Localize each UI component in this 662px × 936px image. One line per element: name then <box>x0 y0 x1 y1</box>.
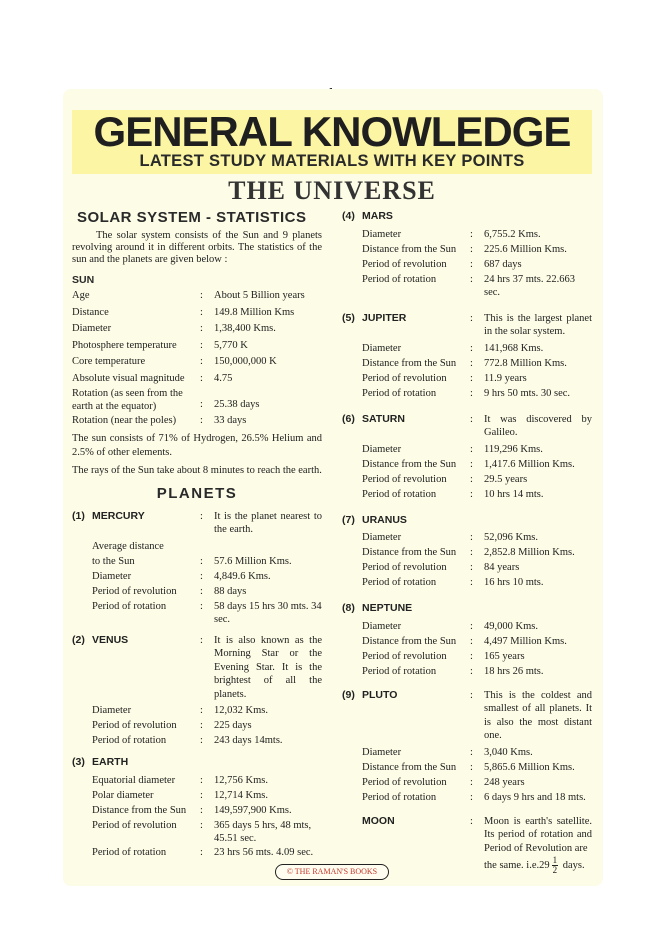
planet-stats <box>342 442 592 502</box>
planet-stat-row <box>72 788 322 803</box>
planet-stat-row <box>342 386 592 401</box>
stat-value: 57.6 Million Kms. <box>214 555 292 567</box>
planet-description: This is the coldest and smallest of all planets. It is also the most distant one. <box>484 689 592 741</box>
stat-value: 9 hrs 50 mts. 30 sec. <box>484 387 571 399</box>
stat-label: Rotation (near the poles) <box>72 415 177 426</box>
stat-value: 6 days 9 hrs and 18 mts. <box>484 791 586 803</box>
planet-stats <box>342 341 592 401</box>
planet-name: MARS <box>362 210 393 222</box>
planets-heading: PLANETS <box>156 484 238 502</box>
right-column <box>342 210 592 875</box>
planet-saturn <box>342 413 592 502</box>
planet-stat-row <box>342 560 592 575</box>
stat-value: 33 days <box>214 415 247 426</box>
planet-mars <box>342 210 592 299</box>
stat-value: 5,770 K <box>214 339 248 351</box>
colon: : <box>470 387 473 399</box>
sun-stat-row <box>72 387 322 413</box>
stat-label: Diameter <box>362 620 402 632</box>
colon: : <box>200 804 203 816</box>
colon: : <box>470 665 473 677</box>
stat-value: 2,852.8 Million Kms. <box>484 547 575 558</box>
planet-description: It is also known as the Morning Star or the Evening Star. It is the brightest of all the planets. <box>214 634 322 700</box>
planet-stat-row <box>72 773 322 788</box>
main-title: GENERAL KNOWLEDGE <box>93 108 571 155</box>
planet-stat-row <box>72 718 322 733</box>
stat-label: Distance from the Sun <box>362 761 457 773</box>
stat-label: Absolute visual magnitude <box>72 372 185 384</box>
moon-description: Moon is earth's satellite. Its period of rotation and Period of Revolution are <box>484 815 592 854</box>
stat-value: 25.38 days <box>214 398 260 410</box>
stat-label: Diameter <box>362 746 402 758</box>
sun-stat-row <box>72 354 322 371</box>
sun-stat-row <box>72 413 322 430</box>
stat-label: Distance from the Sun <box>362 357 457 369</box>
sun-stat-row <box>72 371 322 388</box>
sun-stat-row <box>72 288 322 305</box>
sun-rays: The rays of the Sun take about 8 minutes to reach the earth. <box>72 464 322 476</box>
colon: : <box>470 791 473 803</box>
planet-name: SATURN <box>362 412 405 425</box>
stat-label: Age <box>72 290 90 301</box>
colon: : <box>470 761 473 773</box>
planet-stat-row <box>72 703 322 718</box>
stat-value: 4,849.6 Kms. <box>214 570 271 582</box>
stat-value: 1,417.6 Million Kms. <box>484 458 575 470</box>
colon: : <box>470 488 473 500</box>
planet-stats <box>342 745 592 805</box>
planet-header <box>72 510 322 537</box>
planet-stat-row <box>72 554 322 569</box>
stat-label: Photosphere temperature <box>72 339 177 351</box>
colon: : <box>200 819 203 831</box>
colon: : <box>470 562 473 573</box>
stat-value: 58 days 15 hrs 30 mts. 34 sec. <box>214 600 322 625</box>
planet-jupiter <box>342 312 592 401</box>
stat-value: 150,000,000 K <box>214 356 277 367</box>
stat-value: 165 years <box>484 650 525 662</box>
planet-stat-row <box>72 599 322 626</box>
colon: : <box>470 547 473 558</box>
stat-value: 49,000 Kms. <box>484 620 538 632</box>
planet-stats <box>72 703 322 748</box>
planet-stat-row <box>342 790 592 805</box>
stat-label: Diameter <box>362 342 402 354</box>
stat-value: 12,032 Kms. <box>214 705 268 716</box>
stat-value: 149,597,900 Kms. <box>214 804 292 816</box>
colon: : <box>200 774 203 786</box>
planet-stat-row <box>342 356 592 371</box>
planet-name: MERCURY <box>92 509 145 522</box>
colon: : <box>200 789 203 801</box>
left-column <box>72 208 322 860</box>
stat-label: Distance <box>72 306 109 318</box>
stat-value: 11.9 years <box>484 372 527 384</box>
stat-value: 119,296 Kms. <box>484 443 543 455</box>
planet-stat-row <box>342 371 592 386</box>
stat-label: Diameter <box>362 443 402 455</box>
planet-header <box>342 514 592 528</box>
planet-stat-row <box>342 227 592 242</box>
colon: : <box>470 532 473 543</box>
planet-stat-row <box>72 539 322 554</box>
stat-value: 365 days 5 hrs, 48 mts, 45.51 sec. <box>214 819 312 844</box>
colon: : <box>200 705 203 716</box>
planet-header <box>72 756 322 770</box>
sun-stat-row <box>72 338 322 355</box>
colon: : <box>470 746 473 758</box>
colon: : <box>200 585 203 597</box>
planet-stats <box>342 619 592 679</box>
colon: : <box>200 510 203 522</box>
colon: : <box>200 398 203 410</box>
colon: : <box>470 635 473 647</box>
planet-stats <box>72 773 322 860</box>
stat-label: Period of revolution <box>362 776 447 788</box>
colon: : <box>470 357 473 369</box>
moon-name: MOON <box>362 814 395 827</box>
planet-stat-row <box>342 442 592 457</box>
planet-stat-row <box>342 649 592 664</box>
stat-label: Period of revolution <box>92 585 177 597</box>
colon: : <box>470 273 473 285</box>
stat-label: Period of rotation <box>92 735 167 746</box>
colon: : <box>470 443 473 455</box>
stat-value: 4.75 <box>214 372 233 384</box>
stat-value: 23 hrs 56 mts. 4.09 sec. <box>214 846 314 858</box>
stat-value: 84 years <box>484 562 520 573</box>
planet-stats <box>342 227 592 299</box>
colon: : <box>200 555 203 567</box>
publisher-footer: © THE RAMAN'S BOOKS <box>275 864 389 880</box>
stat-value: 18 hrs 26 mts. <box>484 665 544 677</box>
planet-stat-row <box>342 664 592 679</box>
colon: : <box>470 577 473 588</box>
planet-pluto <box>342 689 592 805</box>
stat-label: Period of rotation <box>362 577 437 588</box>
colon: : <box>470 258 473 270</box>
solar-system-heading: SOLAR SYSTEM - STATISTICS <box>77 209 307 226</box>
stat-value: About 5 Billion years <box>214 290 305 301</box>
stat-value: 141,968 Kms. <box>484 342 544 354</box>
stat-value: 4,497 Million Kms. <box>484 635 567 647</box>
stat-value: 1,38,400 Kms. <box>214 323 276 334</box>
stat-value: 687 days <box>484 258 522 270</box>
colon: : <box>470 650 473 662</box>
stat-value: 12,756 Kms. <box>214 774 268 786</box>
planet-stat-row <box>342 257 592 272</box>
planet-stat-row <box>342 634 592 649</box>
planet-stat-row <box>72 818 322 845</box>
moon-tail-days: days. <box>562 859 585 871</box>
stat-value: 10 hrs 14 mts. <box>484 488 544 500</box>
planet-stat-row <box>342 530 592 545</box>
planet-stat-row <box>72 803 322 818</box>
stat-label: to the Sun <box>92 555 135 567</box>
stat-label: Distance from the Sun <box>362 243 457 255</box>
planet-stat-row <box>342 619 592 634</box>
stat-label: Distance from the Sun <box>92 804 187 816</box>
planet-stat-row <box>72 584 322 599</box>
stat-value: 88 days <box>214 585 247 597</box>
planet-name: NEPTUNE <box>362 602 413 614</box>
planet-header <box>342 312 592 339</box>
stat-label: Period of rotation <box>362 791 437 803</box>
colon: : <box>470 243 473 255</box>
subtitle: LATEST STUDY MATERIALS WITH KEY POINTS <box>139 152 525 170</box>
stat-label: Period of rotation <box>362 488 437 500</box>
planet-number: (1) <box>72 509 85 522</box>
stat-label: Period of revolution <box>92 720 177 731</box>
planet-stat-row <box>72 733 322 748</box>
colon: : <box>200 339 203 351</box>
planet-number: (8) <box>342 602 355 614</box>
planet-stat-row <box>342 242 592 257</box>
planet-name: EARTH <box>92 756 129 768</box>
planet-number: (5) <box>342 311 355 324</box>
stat-value: 225 days <box>214 720 252 731</box>
colon: : <box>200 415 203 426</box>
stat-value: 12,714 Kms. <box>214 789 268 801</box>
colon: : <box>470 776 473 788</box>
colon: : <box>470 342 473 354</box>
planet-stat-row <box>342 745 592 760</box>
moon-tail: the same. i.e.29 <box>484 859 550 871</box>
colon: : <box>200 570 203 582</box>
moon-fraction: $\frac{1}{2}$ <box>552 855 558 875</box>
moon-entry: MOON : Moon is earth's satellite. Its period of rotation and Period of Revolution are the same. i.e.29 $\frac{1}{2}$ days. <box>362 814 592 875</box>
stat-label: Core temperature <box>72 356 146 367</box>
stat-label: Period of revolution <box>92 819 177 831</box>
colon: : <box>200 372 203 384</box>
sun-composition: The sun consists of 71% of Hydrogen, 26.5% Helium and 2.5% of other elements. <box>72 432 322 458</box>
planet-header <box>342 602 592 616</box>
planet-stat-row <box>342 472 592 487</box>
sun-stats <box>72 288 322 430</box>
stat-value: 243 days 14mts. <box>214 735 283 746</box>
colon: : <box>200 356 203 367</box>
planet-stat-row <box>342 575 592 590</box>
stat-label: Diameter <box>362 228 402 240</box>
planet-earth <box>72 756 322 860</box>
stat-label: Diameter <box>92 705 132 716</box>
stat-label: Rotation (as seen from the earth at the equator) <box>72 388 183 412</box>
colon: : <box>200 735 203 746</box>
stat-value: 29.5 years <box>484 473 528 485</box>
stat-label: Distance from the Sun <box>362 547 457 558</box>
sun-label: SUN <box>72 274 95 286</box>
planet-neptune <box>342 602 592 679</box>
planet-stat-row <box>342 760 592 775</box>
stat-value: 772.8 Million Kms. <box>484 357 567 369</box>
planet-header <box>342 210 592 224</box>
stat-label: Period of revolution <box>362 258 447 270</box>
colon: : <box>470 312 473 324</box>
planet-number: (7) <box>342 513 355 526</box>
colon: : <box>470 372 473 384</box>
stat-label: Diameter <box>72 323 112 334</box>
stat-value: 5,865.6 Million Kms. <box>484 761 575 773</box>
planet-stat-row <box>342 341 592 356</box>
intro-paragraph: The solar system consists of the Sun and 9 planets revolving around it in different orbits. The statistics of the sun and the planets are given below : <box>72 230 322 265</box>
planet-number: (6) <box>342 412 355 425</box>
colon: : <box>200 720 203 731</box>
stat-value: 24 hrs 37 mts. 22.663 sec. <box>484 273 576 298</box>
colon: : <box>470 620 473 632</box>
colon: : <box>470 473 473 485</box>
planet-header <box>72 634 322 702</box>
colon: : <box>200 600 203 612</box>
colon: : <box>200 634 203 646</box>
stat-label: Distance from the Sun <box>362 458 457 470</box>
stat-label: Period of revolution <box>362 372 447 384</box>
colon: : <box>200 306 203 318</box>
planet-mercury <box>72 510 322 626</box>
stat-label: Period of rotation <box>92 846 167 858</box>
planet-number: (4) <box>342 210 355 222</box>
planet-stat-row <box>342 272 592 299</box>
sun-stat-row <box>72 305 322 322</box>
stat-value: 225.6 Million Kms. <box>484 243 567 255</box>
planet-name: PLUTO <box>362 688 398 701</box>
stat-label: Period of revolution <box>362 650 447 662</box>
stat-label: Average distance <box>92 540 164 552</box>
stat-value: 6,755.2 Kms. <box>484 228 541 240</box>
stat-value: 3,040 Kms. <box>484 746 533 758</box>
planet-name: URANUS <box>362 513 407 526</box>
stat-label: Polar diameter <box>92 789 154 801</box>
planet-stat-row <box>342 775 592 790</box>
planet-stat-row <box>342 545 592 560</box>
planet-stat-row <box>342 487 592 502</box>
planet-stat-row <box>72 845 322 860</box>
planet-header <box>342 413 592 440</box>
stat-label: Diameter <box>362 532 402 543</box>
planet-number: (2) <box>72 633 85 646</box>
stat-label: Period of rotation <box>362 273 437 285</box>
colon: : <box>470 413 473 425</box>
stat-label: Period of rotation <box>92 600 167 612</box>
stat-label: Period of revolution <box>362 473 447 485</box>
planet-number: (9) <box>342 688 355 701</box>
planet-stats <box>342 530 592 590</box>
planet-name: VENUS <box>92 633 129 646</box>
planet-stat-row <box>342 457 592 472</box>
colon: : <box>200 290 203 301</box>
stat-label: Period of revolution <box>362 562 447 573</box>
planet-description: This is the largest planet in the solar system. <box>484 312 592 337</box>
colon: : <box>470 228 473 240</box>
colon: : <box>200 323 203 334</box>
planet-description: It was discovered by Galileo. <box>484 413 592 438</box>
stat-label: Distance from the Sun <box>362 635 457 647</box>
planet-stat-row <box>72 569 322 584</box>
planet-uranus <box>342 514 592 591</box>
sun-stat-row <box>72 321 322 338</box>
stat-label: Equatorial diameter <box>92 774 176 786</box>
stat-label: Period of rotation <box>362 387 437 399</box>
colon: : <box>470 689 473 701</box>
stat-value: 149.8 Million Kms <box>214 306 295 318</box>
planet-description: It is the planet nearest to the earth. <box>214 510 322 535</box>
stat-value: 248 years <box>484 776 525 788</box>
planet-name: JUPITER <box>362 311 407 324</box>
colon: : <box>200 846 203 858</box>
stat-value: 16 hrs 10 mts. <box>484 577 544 588</box>
planet-header <box>342 689 592 743</box>
planet-stats <box>72 539 322 626</box>
stat-label: Period of rotation <box>362 665 437 677</box>
section-title: THE UNIVERSE <box>228 176 436 205</box>
planet-number: (3) <box>72 756 85 768</box>
stat-label: Diameter <box>92 570 132 582</box>
planet-venus <box>72 634 322 749</box>
stat-value: 52,096 Kms. <box>484 532 538 543</box>
colon: : <box>470 458 473 470</box>
